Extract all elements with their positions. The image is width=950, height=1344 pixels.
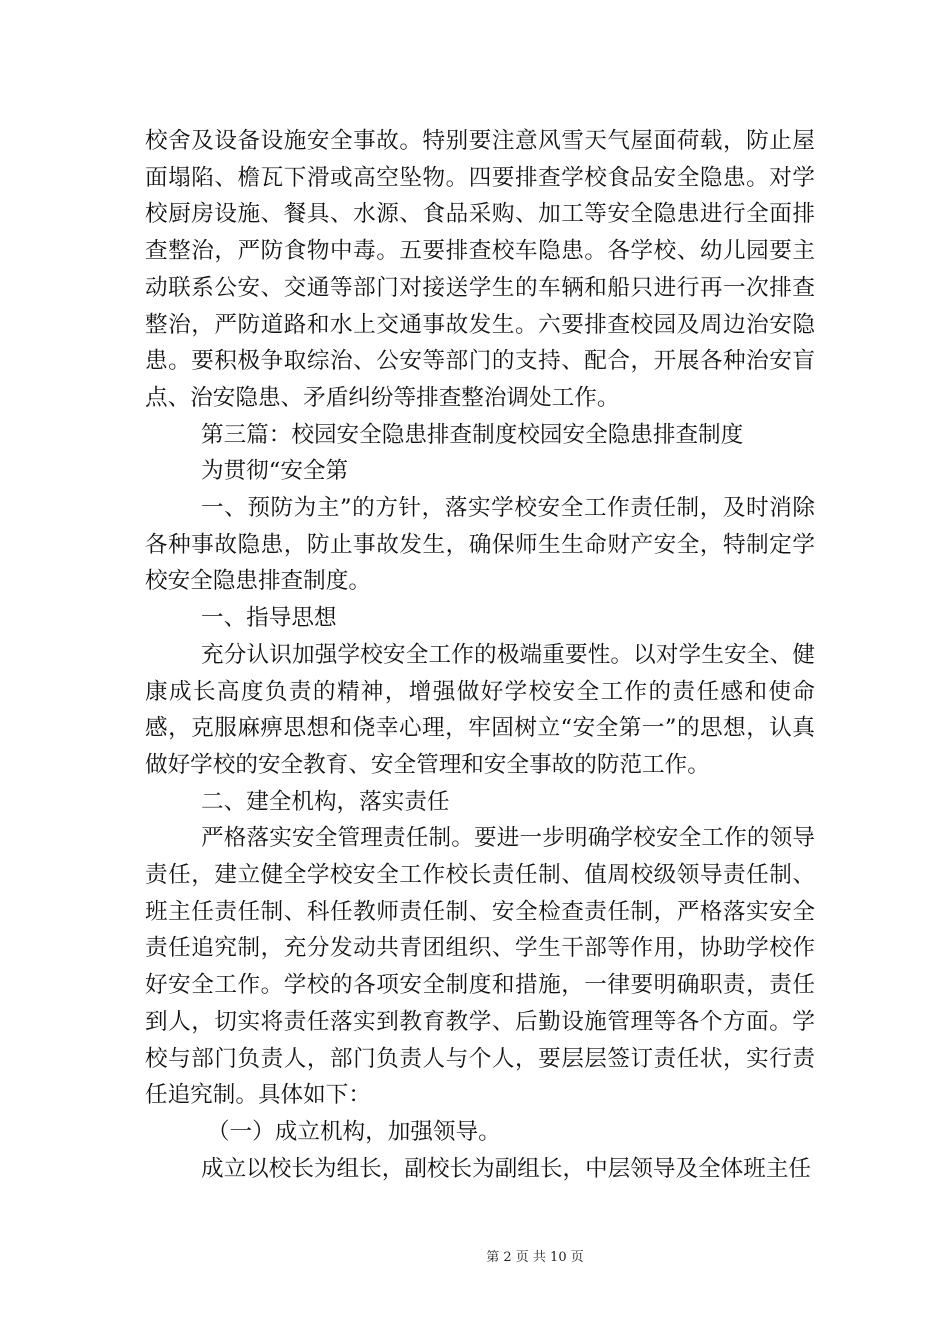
paragraph-organization-members: 成立以校长为组长，副校长为副组长，中层领导及全体班主任 <box>201 1155 812 1182</box>
document-body <box>145 123 815 1187</box>
heading-organization-responsibility: 二、建全机构，落实责任 <box>201 788 450 815</box>
paragraph-purpose: 一、预防为主”的方针，落实学校安全工作责任制，及时消除各种事故隐患，防止事故发生，确保师生生命财产安全，特制定学校安全隐患排查制度。 <box>145 495 815 595</box>
section-heading-part-three: 第三篇：校园安全隐患排查制度校园安全隐患排查制度 <box>201 421 744 448</box>
subheading-establish-organization: （一）成立机构，加强领导。 <box>207 1118 501 1145</box>
paragraph-continuation: 校舍及设备设施安全事故。特别要注意风雪天气屋面荷载，防止屋面塌陷、檐瓦下滑或高空坠物。四要排查学校食品安全隐患。对学校厨房设施、餐具、水源、食品采购、加工等安全隐患进行全面排查整治，严防食物中毒。五要排查校车隐患。各学校、幼儿园要主动联系公安、交通等部门对接送学生的车辆和船只进行再一次排查整治，严防道路和水上交通事故发生。六要排查校园及周边治安隐患。要积极争取综治、公安等部门的支持、配合，开展各种治安盲点、治安隐患、矛盾纠纷等排查整治调处工作。 <box>145 128 815 411</box>
paragraph-responsibility-system: 严格落实安全管理责任制。要进一步明确学校安全工作的领导责任，建立健全学校安全工作校长责任制、值周校级领导责任制、班主任责任制、科任教师责任制、安全检查责任制，严格落实安全责任追究制，充分发动共青团组织、学生干部等作用，协助学校作好安全工作。学校的各项安全制度和措施，一律要明确职责，责任到人，切实将责任落实到教育教学、后勤设施管理等各个方面。学校与部门负责人，部门负责人与个人，要层层签订责任状，实行责任追究制。具体如下： <box>145 825 815 1109</box>
page-number-footer: 第 2 页 共 10 页 <box>486 1250 584 1265</box>
paragraph-intro-line: 为贯彻“安全第 <box>201 458 349 485</box>
paragraph-guiding-ideology: 充分认识加强学校安全工作的极端重要性。以对学生安全、健康成长高度负责的精神，增强做好学校安全工作的责任感和使命感，克服麻痹思想和侥幸心理，牢固树立“安全第一”的思想，认真做好学校的安全教育、安全管理和安全事故的防范工作。 <box>145 641 815 778</box>
heading-guiding-ideology: 一、指导思想 <box>201 605 337 632</box>
